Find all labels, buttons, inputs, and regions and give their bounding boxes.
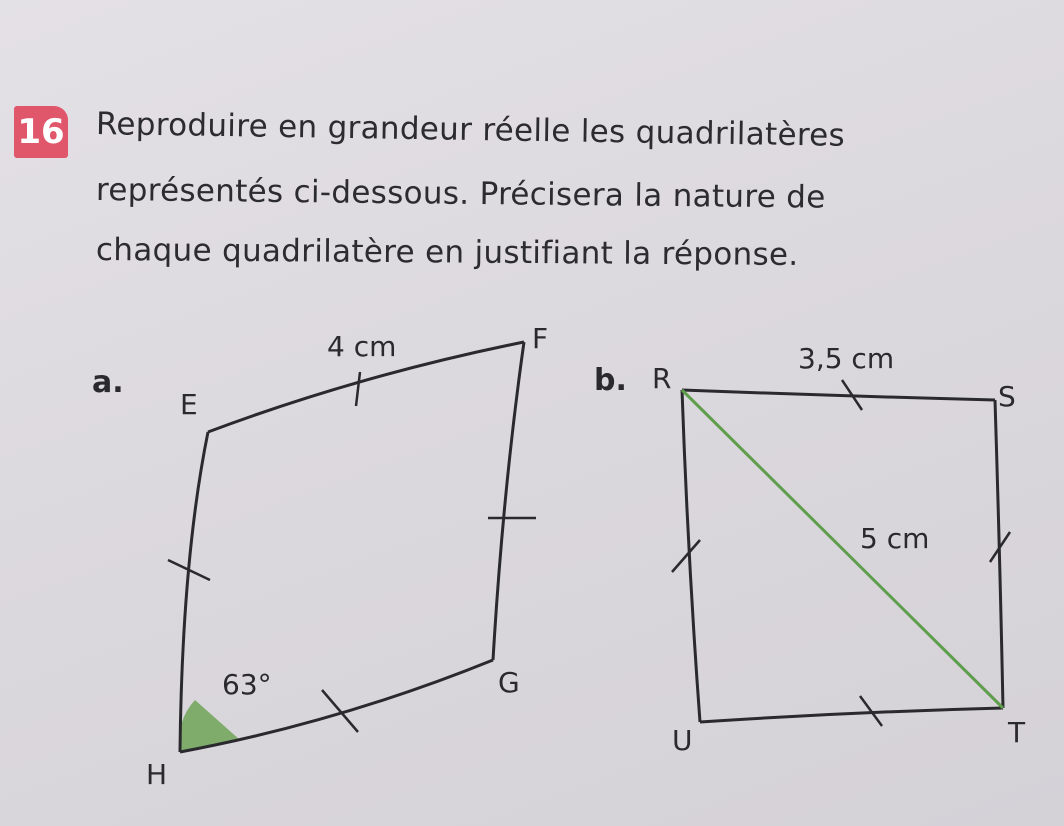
side-tu [700,708,1003,722]
figure-a [92,322,548,791]
diagonal-length-label: 5 cm [860,522,930,555]
instruction-line-2: représentés ci-dessous. Précisera la nature de [95,172,826,216]
angle-label-63: 63° [222,668,272,701]
item-label-a: a. [92,365,124,400]
side-fg [493,342,524,660]
vertex-label-h: H [146,758,168,791]
instruction-line-3: chaque quadrilatère en justifiant la réponse. [95,232,799,273]
side-rs [682,390,995,400]
diagonal-rt [682,390,1003,708]
item-label-b: b. [594,363,627,398]
angle-arc-h [179,700,240,752]
exercise-number-badge: 16 [14,106,68,158]
vertex-label-r: R [652,362,672,395]
vertex-label-g: G [498,666,520,699]
tick-mark-ur [672,540,700,572]
figure-b [594,342,1026,757]
instruction-line-1: Reproduire en grandeur réelle les quadrilatères [95,106,846,154]
tick-mark-ef [356,372,360,406]
vertex-label-e: E [180,388,198,421]
vertex-label-t: T [1008,716,1026,749]
length-label-4cm: 4 cm [327,330,397,363]
side-length-label: 3,5 cm [798,342,895,375]
vertex-label-f: F [532,322,549,355]
vertex-label-u: U [672,724,693,757]
vertex-label-s: S [998,380,1016,413]
